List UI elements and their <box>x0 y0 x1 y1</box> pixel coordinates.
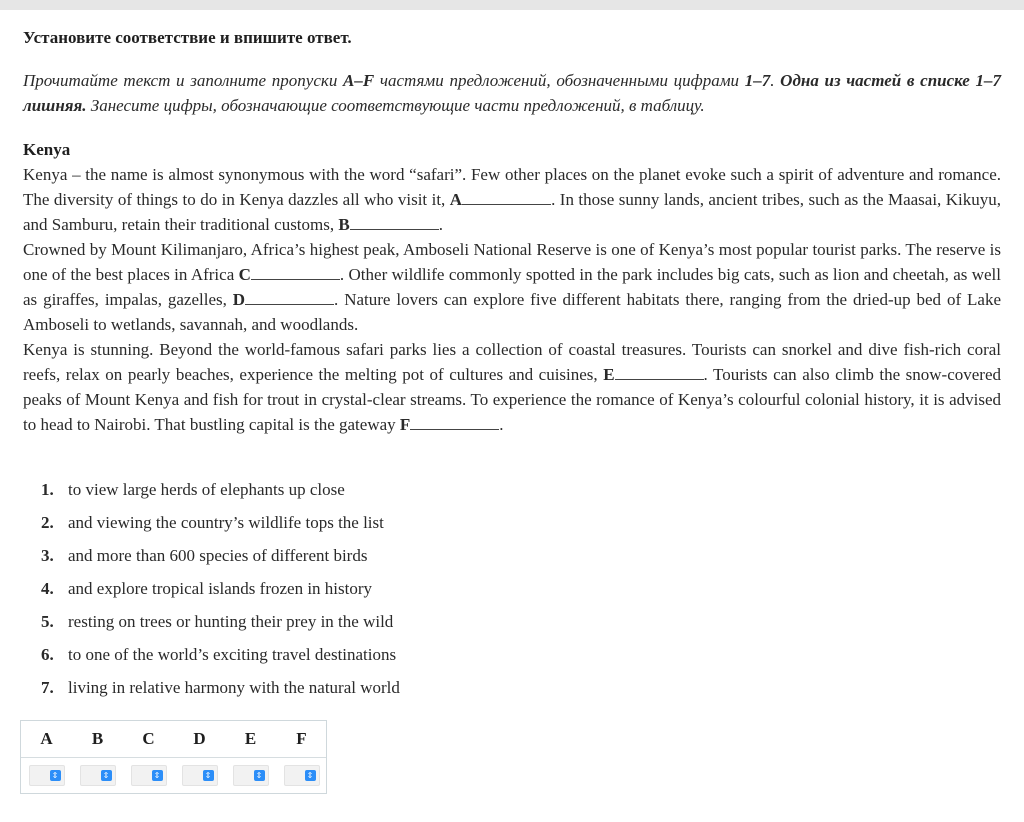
answer-header-b: B <box>91 729 104 748</box>
answer-cell-d <box>174 765 225 787</box>
answer-header-d: D <box>193 729 206 748</box>
task-content <box>23 27 1001 720</box>
gap-label-b: B <box>338 215 350 234</box>
answer-select-e[interactable] <box>233 765 269 786</box>
task-title: Установите соответствие и впишите ответ. <box>23 28 352 47</box>
select-arrows-icon: ⇕ <box>254 770 265 781</box>
instruction-text: частями предложений, обозначенными цифрами <box>374 71 745 90</box>
answer-cell-a <box>21 765 72 787</box>
gap-label-f: F <box>399 415 411 434</box>
option-number: 1. <box>41 480 54 499</box>
answer-header-f: F <box>296 729 307 748</box>
option-text: and viewing the country’s wildlife tops the list <box>68 513 384 532</box>
answer-cell-f <box>276 765 327 787</box>
answer-header-a: A <box>40 729 53 748</box>
option-item <box>41 506 1001 539</box>
text-paragraph-3 <box>23 337 1001 437</box>
instruction-text: . <box>770 71 781 90</box>
instruction-gaps-range: A–F <box>343 71 375 90</box>
select-arrows-icon: ⇕ <box>152 770 163 781</box>
answer-cell-b <box>72 765 123 787</box>
option-item <box>41 539 1001 572</box>
answer-cell-c <box>123 765 174 787</box>
gap-blank-c <box>251 265 340 280</box>
answer-select-c[interactable] <box>131 765 167 786</box>
instruction-options-range: 1–7 <box>744 71 771 90</box>
answer-table-header <box>21 721 326 758</box>
select-arrows-icon: ⇕ <box>101 770 112 781</box>
option-item <box>41 671 1001 704</box>
option-text: and more than 600 species of different birds <box>68 546 368 565</box>
option-number: 7. <box>41 678 54 697</box>
paragraph-text: . <box>438 215 443 234</box>
option-item <box>41 473 1001 506</box>
paragraph-text: Kenya – the name is almost synonymous with the word “safari”. Few other places on the planet evoke such a spirit of adventure and romance. The diversity of things to do in Kenya dazzles all who visit it, <box>23 165 1001 209</box>
task-instruction <box>23 68 1001 118</box>
text-paragraph-2 <box>23 237 1001 337</box>
option-number: 4. <box>41 579 54 598</box>
paragraph-text: . Nature lovers can explore five different habitats there, ranging from the dried-up bed of Lake Amboseli to wetlands, savannah, and woodlands. <box>23 290 1002 334</box>
answer-select-d[interactable] <box>182 765 218 786</box>
paragraph-text: Kenya is stunning. Beyond the world-famous safari parks lies a collection of coastal treasures. Tourists can snorkel and dive fish-rich coral reefs, relax on pearly beaches, experience the melting pot of cultures and cuisines, <box>23 340 1001 384</box>
option-number: 2. <box>41 513 54 532</box>
select-arrows-icon: ⇕ <box>50 770 61 781</box>
gap-blank-e <box>615 365 704 380</box>
option-item <box>41 638 1001 671</box>
gap-blank-d <box>245 290 334 305</box>
option-text: to one of the world’s exciting travel destinations <box>68 645 397 664</box>
option-text: living in relative harmony with the natural world <box>68 678 400 697</box>
instruction-extra-note: Одна из частей в списке 1–7 лишняя. <box>23 71 1002 115</box>
paragraph-text: . <box>499 415 504 434</box>
gap-blank-f <box>410 415 499 430</box>
gap-label-e: E <box>603 365 615 384</box>
answer-table <box>20 720 327 794</box>
answer-header-c: C <box>142 729 155 748</box>
paragraph-text: . Tourists can also climb the snow-covered peaks of Mount Kenya and fish for trout in crystal-clear streams. To experience the romance of Kenya’s colourful colonial history, it is advised to head to Nairobi. That bustling capital is the gateway <box>23 365 1001 434</box>
option-item <box>41 605 1001 638</box>
answer-select-a[interactable] <box>29 765 65 786</box>
instruction-text: Прочитайте текст и заполните пропуски <box>23 71 344 90</box>
answer-select-f[interactable] <box>284 765 320 786</box>
paragraph-text: Crowned by Mount Kilimanjaro, Africa’s highest peak, Amboseli National Reserve is one of Kenya’s most popular tourist parks. The reserve is one of the best places in Africa <box>23 240 1001 284</box>
option-text: resting on trees or hunting their prey in the wild <box>68 612 394 631</box>
select-arrows-icon: ⇕ <box>305 770 316 781</box>
gap-label-c: C <box>238 265 251 284</box>
options-list <box>41 473 1001 704</box>
top-bar <box>0 0 1024 10</box>
gap-label-d: D <box>232 290 246 309</box>
option-number: 5. <box>41 612 54 631</box>
answer-table-selects <box>21 758 326 794</box>
gap-blank-b <box>350 215 439 230</box>
select-arrows-icon: ⇕ <box>203 770 214 781</box>
answer-select-b[interactable] <box>80 765 116 786</box>
option-item <box>41 572 1001 605</box>
option-text: and explore tropical islands frozen in history <box>68 579 373 598</box>
answer-cell-e <box>225 765 276 787</box>
gap-label-a: A <box>449 190 463 209</box>
paragraph-text: . Other wildlife commonly spotted in the park includes big cats, such as lion and cheetah, as well as giraffes, impalas, gazelles, <box>23 265 1001 309</box>
text-paragraph-1 <box>23 162 1001 237</box>
option-text: to view large herds of elephants up close <box>68 480 345 499</box>
option-number: 6. <box>41 645 54 664</box>
option-number: 3. <box>41 546 54 565</box>
gap-blank-a <box>462 190 551 205</box>
answer-header-e: E <box>244 729 257 748</box>
text-title: Kenya <box>23 140 71 159</box>
paragraph-text: . In those sunny lands, ancient tribes, such as the Maasai, Kikuyu, and Samburu, retain their traditional customs, <box>23 190 1002 234</box>
instruction-text: Занесите цифры, обозначающие соответствующие части предложений, в таблицу. <box>86 96 705 115</box>
